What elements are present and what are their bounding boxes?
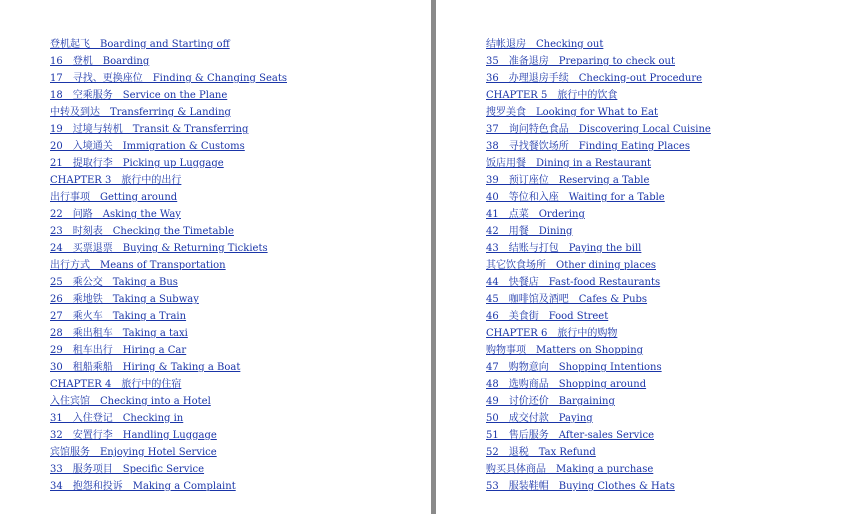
toc-link[interactable]: 46 美食街 Food Street [486,311,609,322]
toc-link[interactable]: 45 咖啡馆及酒吧 Cafes & Pubs [486,294,648,305]
toc-link[interactable]: 搜罗美食 Looking for What to Eat [486,107,659,118]
toc-item [50,85,287,102]
toc-item [486,153,711,170]
toc-item [486,204,711,221]
toc-link[interactable]: 27 乘火车 Taking a Train [50,311,187,322]
toc-item [50,34,287,51]
toc-item [486,102,711,119]
toc-link[interactable]: 16 登机 Boarding [50,56,150,67]
toc-item [486,272,711,289]
toc-link[interactable]: 39 预订座位 Reserving a Table [486,175,650,186]
toc-link[interactable]: 结帐退房 Checking out [486,39,604,50]
toc-item [486,255,711,272]
toc-item [486,51,711,68]
toc-link[interactable]: 中转及到达 Transferring & Landing [50,107,231,118]
toc-link[interactable]: 购买具体商品 Making a purchase [486,464,654,475]
toc-link[interactable]: 33 服务项目 Specific Service [50,464,205,475]
toc-link[interactable]: 52 退税 Tax Refund [486,447,596,458]
toc-link[interactable]: CHAPTER 3 旅行中的出行 [50,175,182,186]
toc-link[interactable]: 40 等位和入座 Waiting for a Table [486,192,665,203]
toc-link[interactable]: 48 选购商品 Shopping around [486,379,647,390]
toc-link[interactable]: CHAPTER 4 旅行中的住宿 [50,379,182,390]
toc-link[interactable]: 23 时刻表 Checking the Timetable [50,226,234,237]
toc-item [486,374,711,391]
toc-item [486,187,711,204]
toc-link[interactable]: 41 点菜 Ordering [486,209,585,220]
toc-item [486,221,711,238]
toc-link[interactable]: 32 安置行李 Handling Luggage [50,430,217,441]
toc-item [50,119,287,136]
toc-link[interactable]: 38 寻找餐饮场所 Finding Eating Places [486,141,690,152]
toc-item [486,357,711,374]
toc-item [486,476,711,493]
toc-item [50,374,287,391]
toc-link[interactable]: 17 寻找、更换座位 Finding & Changing Seats [50,73,287,84]
toc-item [50,459,287,476]
toc-link[interactable]: 出行事项 Getting around [50,192,178,203]
toc-link[interactable]: 20 入境通关 Immigration & Customs [50,141,245,152]
toc-link[interactable]: 25 乘公交 Taking a Bus [50,277,178,288]
toc-item [50,68,287,85]
toc-item [486,170,711,187]
toc-item [50,340,287,357]
toc-item [50,442,287,459]
toc-link[interactable]: 51 售后服务 After-sales Service [486,430,655,441]
toc-link[interactable]: 宾馆服务 Enjoying Hotel Service [50,447,217,458]
toc-item [486,289,711,306]
toc-item [486,459,711,476]
toc-item [50,289,287,306]
toc-item [50,425,287,442]
toc-item [486,119,711,136]
toc-item [486,425,711,442]
toc-item [50,221,287,238]
toc-link[interactable]: 22 问路 Asking the Way [50,209,181,220]
toc-link[interactable]: 49 讨价还价 Bargaining [486,396,615,407]
left-toc-list [50,34,287,493]
toc-link[interactable]: 50 成交付款 Paying [486,413,593,424]
toc-item [50,153,287,170]
toc-link[interactable]: 53 服装鞋帽 Buying Clothes & Hats [486,481,675,492]
toc-item [486,340,711,357]
toc-link[interactable]: 19 过境与转机 Transit & Transferring [50,124,249,135]
toc-link[interactable]: 其它饮食场所 Other dining places [486,260,657,271]
toc-link[interactable]: 29 租车出行 Hiring a Car [50,345,187,356]
toc-link[interactable]: CHAPTER 5 旅行中的饮食 [486,90,618,101]
toc-link[interactable]: 出行方式 Means of Transportation [50,260,226,271]
toc-item [50,255,287,272]
toc-link[interactable]: 24 买票退票 Buying & Returning Tickiets [50,243,268,254]
toc-link[interactable]: 42 用餐 Dining [486,226,573,237]
toc-item [50,170,287,187]
toc-link[interactable]: 26 乘地铁 Taking a Subway [50,294,199,305]
toc-link[interactable]: 44 快餐店 Fast-food Restaurants [486,277,661,288]
toc-item [50,323,287,340]
toc-item [486,85,711,102]
toc-item [486,391,711,408]
toc-link[interactable]: 入住宾馆 Checking into a Hotel [50,396,211,407]
toc-link[interactable]: 37 询问特色食品 Discovering Local Cuisine [486,124,711,135]
right-page [436,0,866,514]
toc-item [486,408,711,425]
toc-link[interactable]: 30 租船乘船 Hiring & Taking a Boat [50,362,241,373]
toc-item [50,272,287,289]
toc-item [50,357,287,374]
toc-link[interactable]: 35 准备退房 Preparing to check out [486,56,676,67]
toc-link[interactable]: 36 办理退房手续 Checking-out Procedure [486,73,703,84]
toc-link[interactable]: 购物事项 Matters on Shopping [486,345,644,356]
toc-item [50,51,287,68]
toc-item [50,408,287,425]
toc-item [486,323,711,340]
toc-link[interactable]: 43 结账与打包 Paying the bill [486,243,642,254]
toc-item [50,476,287,493]
toc-link[interactable]: 21 提取行李 Picking up Luggage [50,158,224,169]
left-page [0,0,431,514]
toc-link[interactable]: 47 购物意向 Shopping Intentions [486,362,662,373]
toc-item [486,34,711,51]
toc-item [50,136,287,153]
toc-link[interactable]: 34 抱怨和投诉 Making a Complaint [50,481,236,492]
toc-item [50,102,287,119]
toc-link[interactable]: 31 入住登记 Checking in [50,413,184,424]
right-toc-list [486,34,711,493]
toc-link[interactable]: 28 乘出租车 Taking a taxi [50,328,188,339]
toc-item [50,204,287,221]
toc-item [50,391,287,408]
toc-link[interactable]: CHAPTER 6 旅行中的购物 [486,328,618,339]
toc-item [50,187,287,204]
toc-item [486,442,711,459]
toc-item [486,306,711,323]
toc-link[interactable]: 18 空乘服务 Service on the Plane [50,90,228,101]
toc-link[interactable]: 饭店用餐 Dining in a Restaurant [486,158,652,169]
toc-item [50,306,287,323]
toc-item [486,136,711,153]
toc-item [50,238,287,255]
toc-item [486,68,711,85]
toc-item [486,238,711,255]
toc-link[interactable]: 登机起飞 Boarding and Starting off [50,39,230,50]
